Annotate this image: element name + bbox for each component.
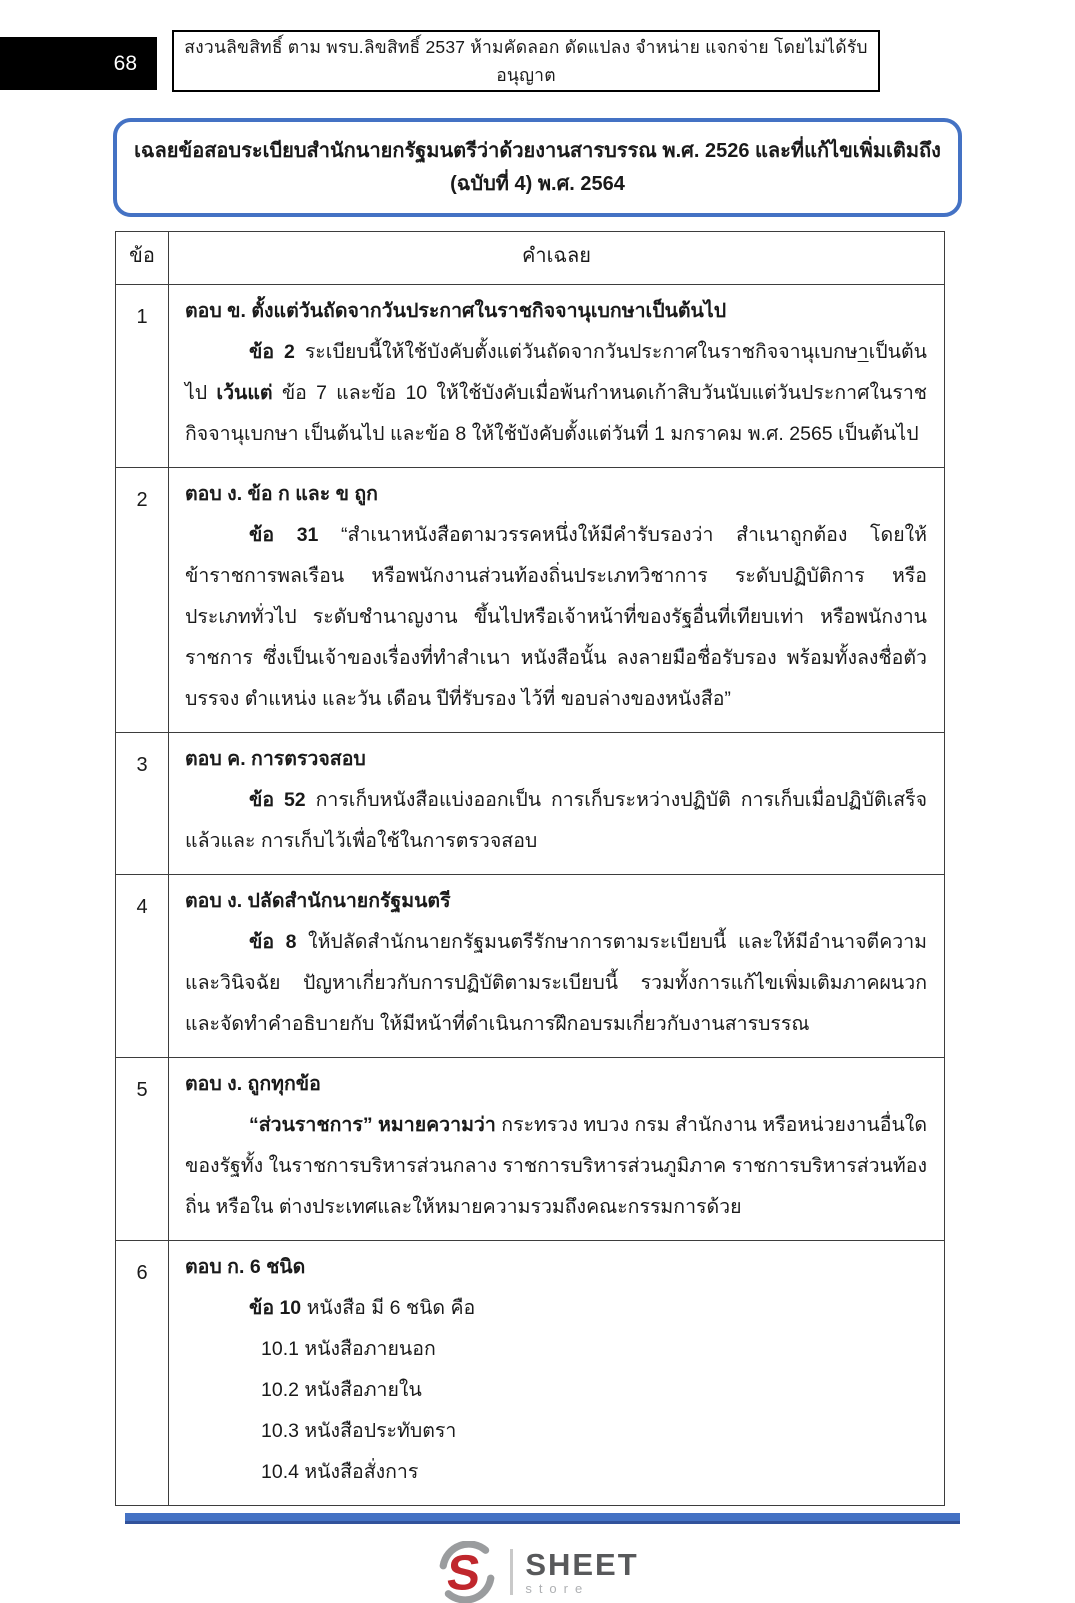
answer-list-item: 10.2 หนังสือภายใน xyxy=(261,1379,422,1401)
column-header-number: ข้อ xyxy=(116,232,169,285)
sheet-store-logo-icon xyxy=(436,1541,498,1603)
answer-line: ตอบ ง. ถูกทุกข้อ xyxy=(185,1073,321,1095)
answer-cell xyxy=(169,1241,945,1506)
answer-text-segment: เว้นแต่ xyxy=(216,382,273,404)
answer-cell xyxy=(169,733,945,875)
answer-paragraph xyxy=(185,922,927,1045)
answer-cell xyxy=(169,468,945,733)
answer-text-segment: ระเบียบนี้ให้ใช้บังคับตั้งแต่วันถัดจากวันประกาศในราชกิจจานุเบกษ xyxy=(294,341,858,363)
logo-divider xyxy=(510,1549,513,1595)
document-title-line1: เฉลยข้อสอบระเบียบสำนักนายกรัฐมนตรีว่าด้วยงานสารบรรณ พ.ศ. 2526 และที่แก้ไขเพิ่มเติมถึง xyxy=(134,139,941,162)
answer-line: ตอบ ง. ปลัดสำนักนายกรัฐมนตรี xyxy=(185,890,451,912)
copyright-text: สงวนลิขสิทธิ์ ตาม พรบ.ลิขสิทธิ์ 2537 ห้ามคัดลอก ดัดแปลง จำหน่าย แจกจ่าย โดยไม่ได้รับอนุญาต xyxy=(184,37,868,85)
answer-line: ตอบ ค. การตรวจสอบ xyxy=(185,748,366,770)
answer-text-segment: ข้อ 8 xyxy=(249,931,297,953)
answer-text-segment: กระทรวง ทบวง กรม สำนักงาน หรือหน่วยงานอื่นใดของรัฐทั้ง ในราชการบริหารส่วนกลาง ราชการบริหารส่วนภูมิภาค ราชการบริหารส่วนท้องถิ่น หรือใน ต่างประเทศและให้หมายความรวมถึงคณะกรรมการด้วย xyxy=(185,1114,927,1218)
answer-text-segment: “สำเนาหนังสือตามวรรคหนึ่งให้มีคำรับรองว่า สำเนาถูกต้อง โดยให้ข้าราชการพลเรือน หรือพนักงานส่วนท้องถิ่นประเภทวิชาการ ระดับปฏิบัติการ หรือประเภททั่วไป ระดับชำนาญงาน ขึ้นไปหรือเจ้าหน้าที่ของรัฐอื่นที่เทียบเท่า หรือพนักงานราชการ ซึ่งเป็นเจ้าของเรื่องที่ทำสำเนา หนังสือนั้น ลงลายมือชื่อรับรอง พร้อมทั้งลงชื่อตัวบรรจง ตำแหน่ง และวัน เดือน ปีที่รับรอง ไว้ที่ ขอบล่างของหนังสือ” xyxy=(185,524,927,710)
answer-row xyxy=(116,875,945,1058)
answer-row xyxy=(116,468,945,733)
answer-cell xyxy=(169,285,945,468)
answer-cell xyxy=(169,875,945,1058)
answer-text-segment: “ส่วนราชการ” หมายความว่า xyxy=(249,1114,496,1136)
answer-line: ตอบ ง. ข้อ ก และ ข ถูก xyxy=(185,483,378,505)
answer-text-segment: ข้อ 10 xyxy=(249,1297,302,1319)
page-number: 68 xyxy=(113,51,137,75)
answer-line: ตอบ ก. 6 ชนิด xyxy=(185,1256,306,1278)
svg-text:S: S xyxy=(444,1544,484,1601)
answer-number: 1 xyxy=(116,285,169,468)
answer-paragraph xyxy=(185,1288,927,1329)
logo-text-block xyxy=(525,1549,638,1595)
answer-list-item: 10.3 หนังสือประทับตรา xyxy=(261,1420,457,1442)
answer-row xyxy=(116,733,945,875)
answer-paragraph xyxy=(185,515,927,720)
answers-table xyxy=(115,231,945,1506)
footer-logo xyxy=(0,1541,1075,1603)
answer-paragraph xyxy=(185,780,927,862)
answer-text-segment: า xyxy=(857,341,869,363)
answer-cell xyxy=(169,1058,945,1241)
answer-paragraph xyxy=(185,1105,927,1228)
answer-text-segment: การเก็บหนังสือแบ่งออกเป็น การเก็บระหว่างปฏิบัติ การเก็บเมื่อปฏิบัติเสร็จแล้วและ การเก็บไว้เพื่อใช้ในการตรวจสอบ xyxy=(185,789,927,852)
answer-text-segment: ข้อ 7 และข้อ 10 ให้ใช้บังคับเมื่อพ้นกำหนดเก้าสิบวันนับแต่วันประกาศในราชกิจจานุเบกษา เป็นต้นไป และข้อ 8 ให้ใช้บังคับตั้งแต่วันที่ 1 มกราคม พ.ศ. 2565 เป็นต้นไป xyxy=(185,382,927,445)
answer-text-segment: เป็นต้นไป xyxy=(185,341,927,404)
answer-row xyxy=(116,1241,945,1506)
answer-text-segment: หนังสือ มี 6 ชนิด คือ xyxy=(301,1297,476,1319)
footer-divider-bar xyxy=(125,1513,960,1524)
table-header-row xyxy=(116,232,945,285)
answer-number: 3 xyxy=(116,733,169,875)
page-number-box xyxy=(0,37,157,90)
answer-number: 2 xyxy=(116,468,169,733)
column-header-answer: คำเฉลย xyxy=(169,232,945,285)
answer-number: 4 xyxy=(116,875,169,1058)
answer-list-item: 10.4 หนังสือสั่งการ xyxy=(261,1461,419,1483)
answer-row xyxy=(116,1058,945,1241)
answer-text-segment: ข้อ 2 xyxy=(249,341,295,363)
answer-line: ตอบ ข. ตั้งแต่วันถัดจากวันประกาศในราชกิจจานุเบกษาเป็นต้นไป xyxy=(185,300,727,322)
answer-text-segment: ข้อ 31 xyxy=(249,524,319,546)
document-title-box xyxy=(113,118,962,217)
answer-text-segment: ข้อ 52 xyxy=(249,789,306,811)
answer-row xyxy=(116,285,945,468)
answer-number: 6 xyxy=(116,1241,169,1506)
document-title-line2: (ฉบับที่ 4) พ.ศ. 2564 xyxy=(450,172,625,195)
answer-number: 5 xyxy=(116,1058,169,1241)
content-area xyxy=(0,231,1075,1603)
logo-sub-text: store xyxy=(525,1581,590,1596)
answer-list-item: 10.1 หนังสือภายนอก xyxy=(261,1338,436,1360)
answer-text-segment: ให้ปลัดสำนักนายกรัฐมนตรีรักษาการตามระเบียบนี้ และให้มีอำนาจตีความและวินิจฉัย ปัญหาเกี่ยวกับการปฏิบัติตามระเบียบนี้ รวมทั้งการแก้ไขเพิ่มเติมภาคผนวกและจัดทำคำอธิบายกับ ให้มีหน้าที่ดำเนินการฝึกอบรมเกี่ยวกับงานสารบรรณ xyxy=(185,931,927,1035)
logo-brand-text: SHEET xyxy=(525,1547,639,1582)
answer-paragraph xyxy=(185,332,927,455)
copyright-notice-box xyxy=(172,30,880,92)
